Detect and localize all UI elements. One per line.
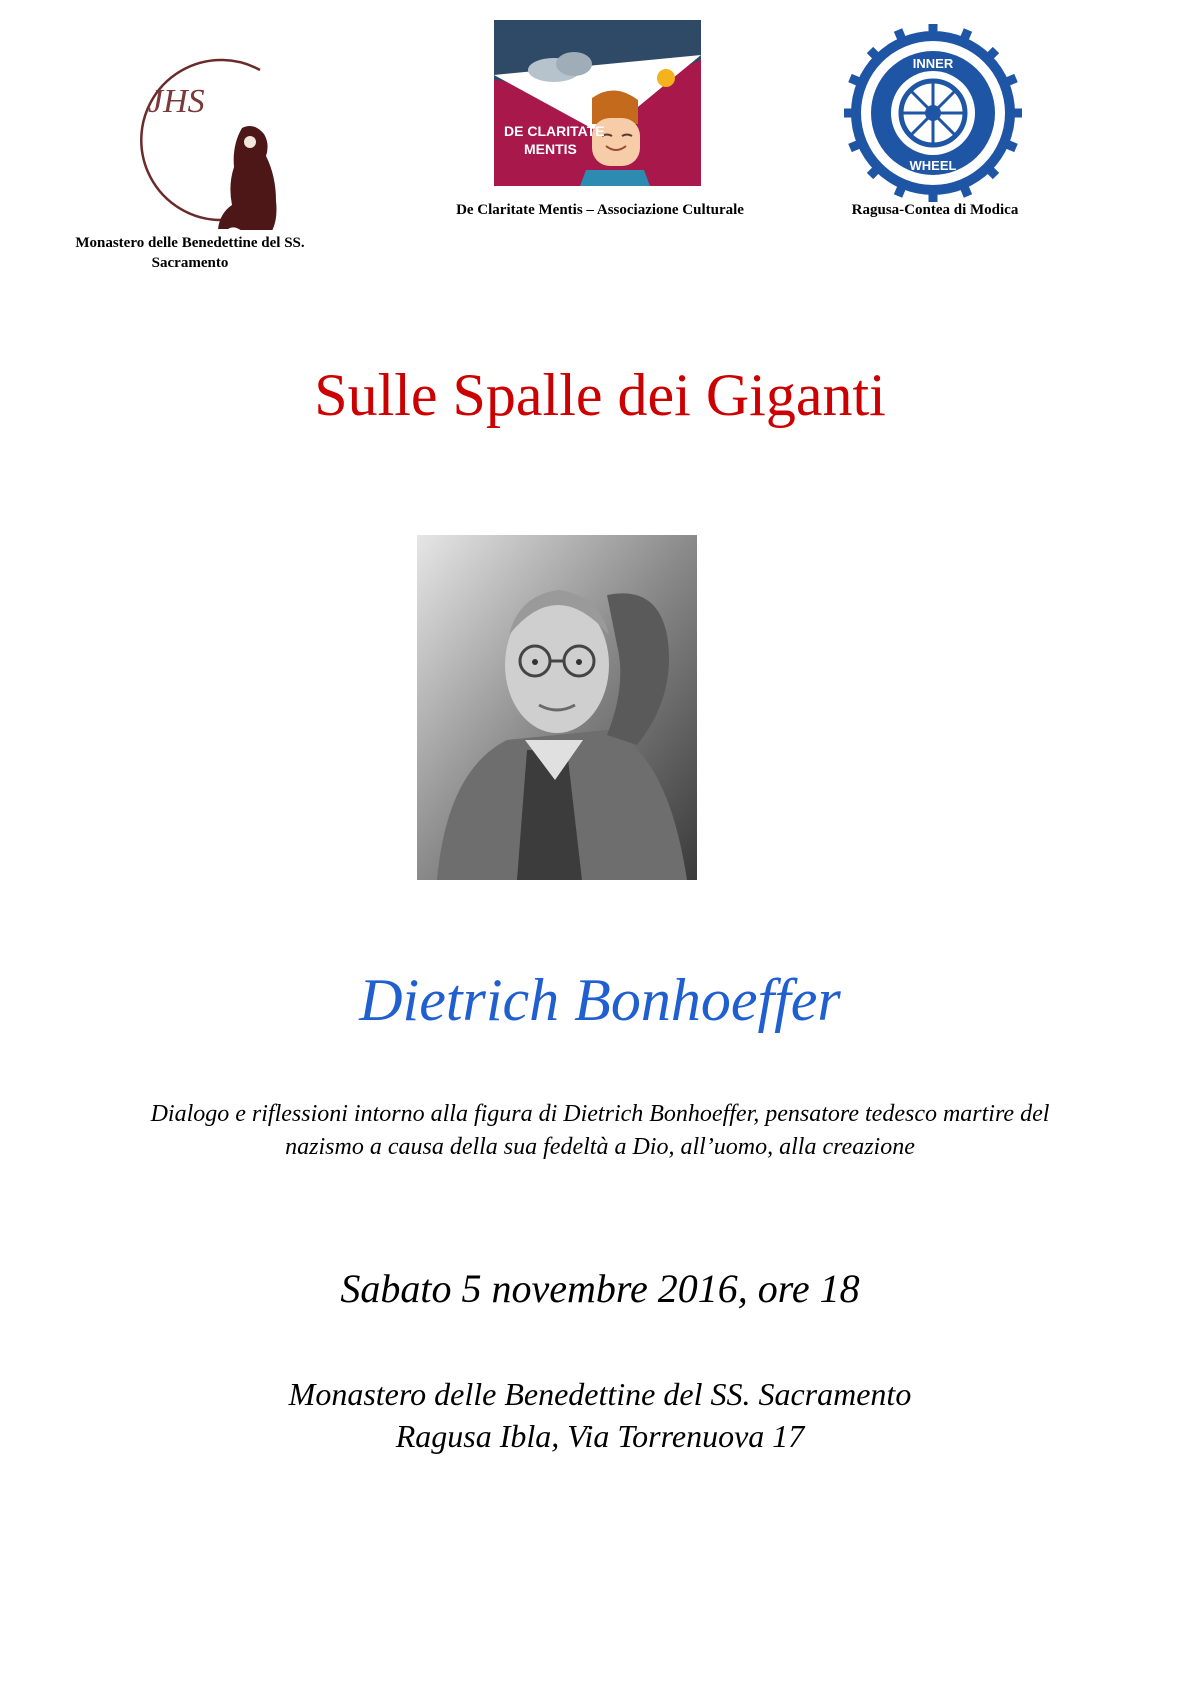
association-logo <box>494 20 701 186</box>
venue-name: Monastero delle Benedettine del SS. Sacramento <box>288 1376 912 1412</box>
event-title: Sulle Spalle dei Giganti <box>314 362 886 428</box>
event-date: Sabato 5 novembre 2016, ore 18 <box>340 1266 860 1311</box>
svg-text:WHEEL: WHEEL <box>909 158 957 173</box>
club-logo <box>840 20 1026 206</box>
wheel-emblem-icon <box>840 20 1026 206</box>
speaker-name: Dietrich Bonhoeffer <box>359 967 841 1033</box>
event-description: Dialogo e riflessioni intorno alla figura di Dietrich Bonhoeffer, pensatore tedesco martire del nazismo a causa della sua fedeltà a Dio, all’uomo, alla creazione <box>150 1101 1050 1160</box>
association-caption: De Claritate Mentis – Associazione Culturale <box>456 202 744 218</box>
portrait-photo <box>417 535 697 880</box>
svg-text:JHS: JHS <box>148 83 205 120</box>
svg-text:INNER: INNER <box>912 56 954 71</box>
monastery-caption: Monastero delle Benedettine del SS. Sacramento <box>75 235 305 271</box>
monastery-logo <box>110 50 290 230</box>
sun-icon <box>657 69 675 87</box>
kneeling-nun-icon <box>218 126 277 230</box>
svg-text:DE CLARITATE: DE CLARITATE <box>504 123 605 139</box>
svg-text:MENTIS: MENTIS <box>524 141 577 157</box>
club-caption: Ragusa-Contea di Modica <box>851 202 1019 218</box>
venue-address: Ragusa Ibla, Via Torrenuova 17 <box>395 1418 805 1454</box>
